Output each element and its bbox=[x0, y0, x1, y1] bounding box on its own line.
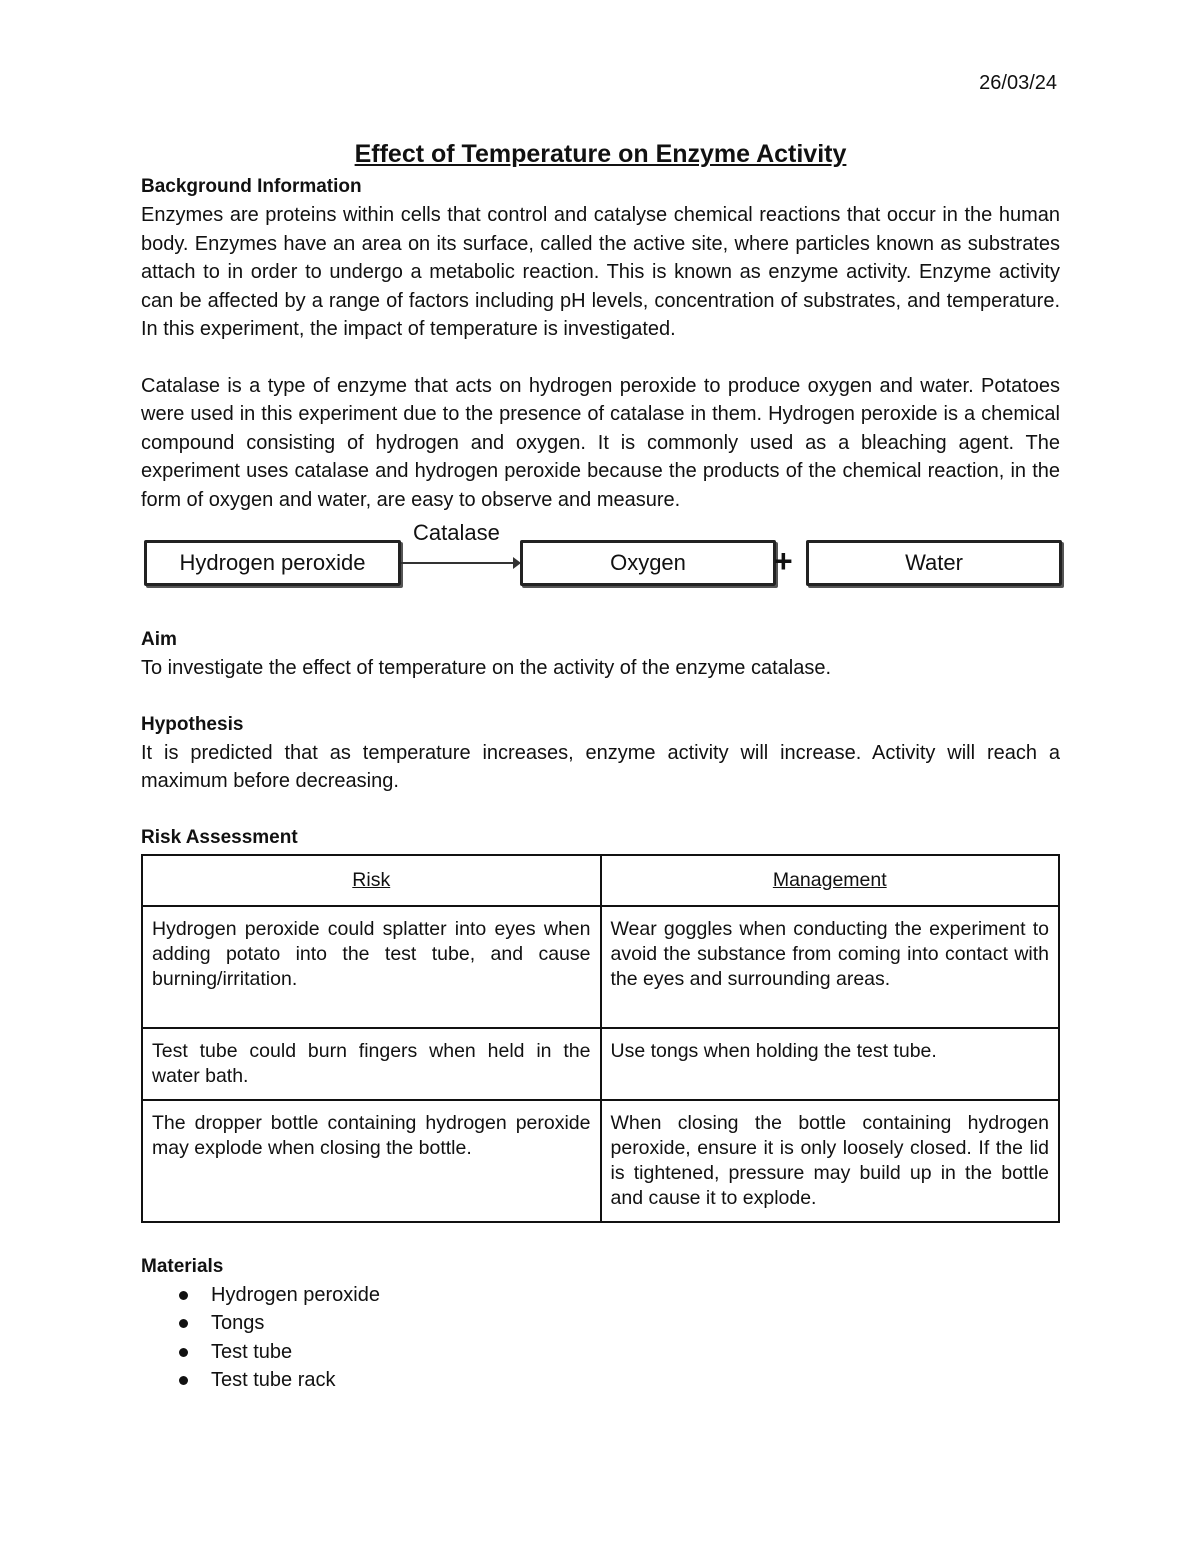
aim-text: To investigate the effect of temperature on the activity of the enzyme catalase. bbox=[141, 657, 832, 679]
material-label: Hydrogen peroxide bbox=[211, 1283, 380, 1306]
background-heading: Background Information bbox=[141, 176, 362, 197]
reaction-arrow bbox=[401, 562, 513, 564]
materials-heading: Materials bbox=[141, 1255, 224, 1277]
background-paragraph-2: Catalase is a type of enzyme that acts on hydrogen peroxide to produce oxygen and water. Potatoes were used in this experiment due to the presence of catalase in them. Hydrogen peroxide is a chemical compound consisting of hydrogen and oxygen. It is commonly used as a bleaching agent. The experiment uses catalase and hydrogen peroxide because the products of the chemical reaction, in the form of oxygen and water, are easy to observe and measure. bbox=[141, 374, 1060, 511]
product-water-label: Water bbox=[905, 550, 963, 575]
management-cell: When closing the bottle containing hydrogen peroxide, ensure it is only loosely closed. If the lid is tightened, pressure may build up in the bottle and cause it to explode. bbox=[601, 1100, 1060, 1222]
management-cell: Wear goggles when conducting the experiment to avoid the substance from coming into contact with the eyes and surrounding areas. bbox=[601, 906, 1060, 1028]
bullet-icon bbox=[179, 1348, 188, 1357]
list-item bbox=[141, 1338, 1060, 1367]
table-row bbox=[142, 1100, 1059, 1222]
risk-cell: Hydrogen peroxide could splatter into eyes when adding potato into the test tube, and cause burning/irritation. bbox=[142, 906, 601, 1028]
risk-heading: Risk Assessment bbox=[141, 826, 298, 848]
document-content bbox=[141, 140, 1060, 1395]
material-label: Tongs bbox=[211, 1312, 265, 1334]
list-item bbox=[141, 1281, 1060, 1310]
material-label: Test tube rack bbox=[211, 1369, 336, 1391]
bullet-icon bbox=[179, 1376, 188, 1385]
background-paragraph-1: Enzymes are proteins within cells that control and catalyse chemical reactions that occur in the human body. Enzymes have an area on its surface, called the active site, where particles known as substrates attach to in order to undergo a metabolic reaction. This is known as enzyme activity. Enzyme activity can be affected by a range of factors including pH levels, concentration of substrates, and temperature. In this experiment, the impact of temperature is investigated. bbox=[141, 204, 1060, 340]
hypothesis-text: It is predicted that as temperature increases, enzyme activity will increase. Activity will reach a maximum before decreasing. bbox=[141, 741, 1060, 792]
list-item bbox=[141, 1366, 1060, 1395]
risk-column-header: Risk bbox=[142, 855, 601, 906]
table-header-row bbox=[142, 855, 1059, 906]
management-cell: Use tongs when holding the test tube. bbox=[601, 1028, 1060, 1100]
table-row bbox=[142, 1028, 1059, 1100]
table-row bbox=[142, 906, 1059, 1028]
bullet-icon bbox=[179, 1291, 188, 1300]
aim-heading: Aim bbox=[141, 629, 177, 650]
risk-cell: Test tube could burn fingers when held in the water bath. bbox=[142, 1028, 601, 1100]
risk-table bbox=[141, 854, 1060, 1223]
hypothesis-heading: Hypothesis bbox=[141, 713, 244, 735]
product-water-box bbox=[806, 540, 1062, 586]
materials-list bbox=[141, 1281, 1060, 1395]
bullet-icon bbox=[179, 1319, 188, 1328]
document-date: 26/03/24 bbox=[979, 72, 1057, 94]
material-label: Test tube bbox=[211, 1340, 293, 1363]
product-oxygen-label: Oxygen bbox=[610, 550, 686, 575]
document-title: Effect of Temperature on Enzyme Activity bbox=[354, 140, 847, 168]
product-oxygen-box bbox=[520, 540, 776, 586]
reaction-diagram bbox=[141, 520, 1060, 618]
list-item bbox=[141, 1309, 1060, 1338]
reactant-label: Hydrogen peroxide bbox=[179, 550, 366, 575]
catalyst-label: Catalase bbox=[413, 520, 500, 545]
risk-cell: The dropper bottle containing hydrogen peroxide may explode when closing the bottle. bbox=[142, 1100, 601, 1222]
plus-sign: + bbox=[774, 543, 793, 579]
reactant-box bbox=[144, 540, 401, 586]
management-column-header: Management bbox=[601, 855, 1060, 906]
